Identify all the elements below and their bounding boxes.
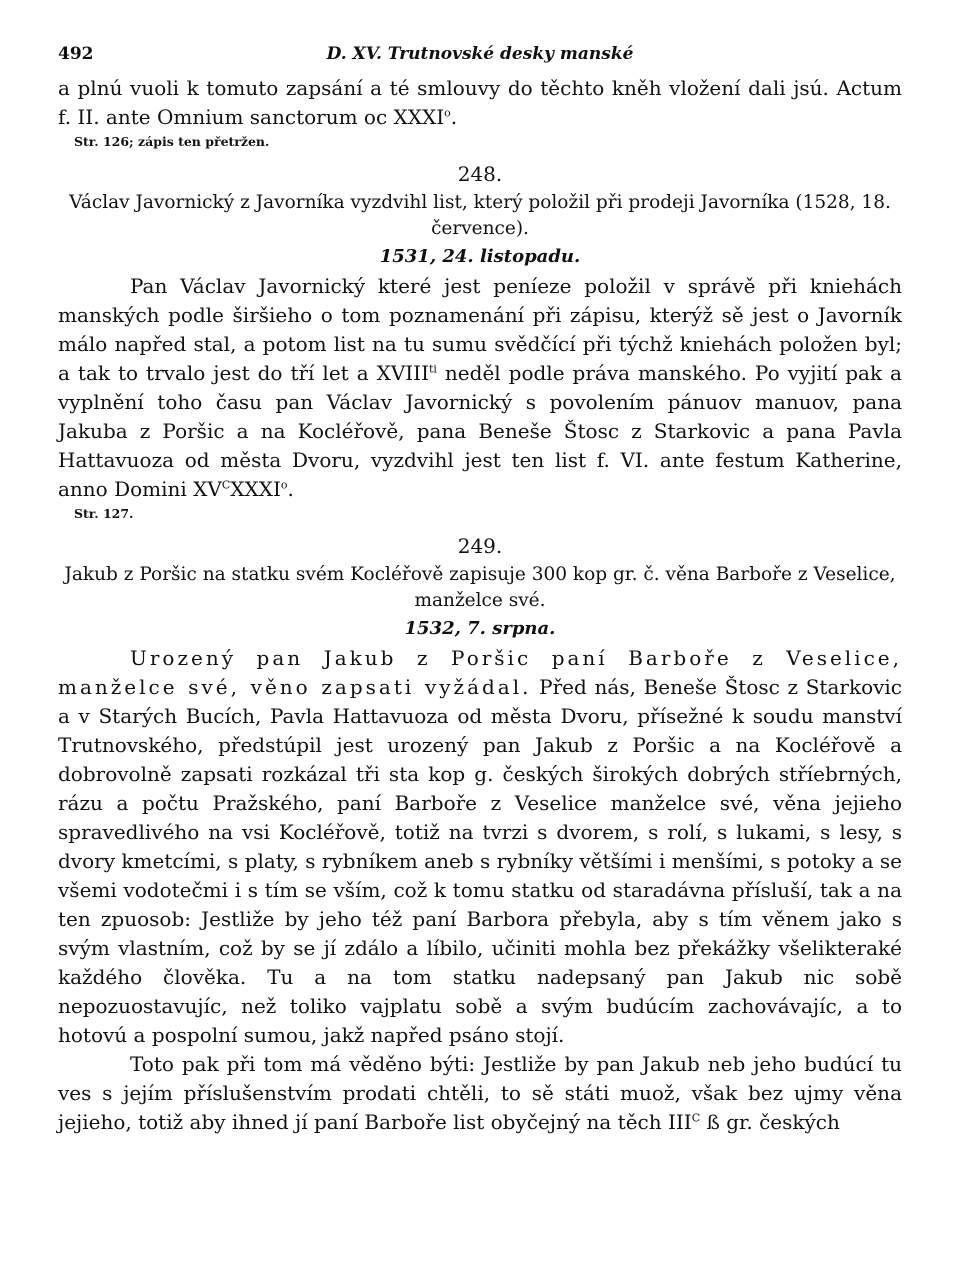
entry-248-date: 1531, 24. listopadu. bbox=[379, 246, 581, 267]
entry-249-spaced-incipit: Urozený pan Jakub z Poršic paní Barboře z Veselice, manželce své, věno zapsati vyžádal. bbox=[58, 646, 902, 699]
page-number: 492 bbox=[58, 44, 94, 64]
entry-248-note: Str. 127. bbox=[74, 506, 134, 521]
entry-249-number: 249. bbox=[457, 534, 503, 558]
entry-247-text: a plnú vuoli k tomuto zapsání a té smlouvy do těchto kněh vložení dali jsú. Actum f. II. ante Omnium sanctorum oc XXXI$^o$. bbox=[58, 76, 902, 129]
entry-248-regest: Václav Javornický z Javorníka vyzdvihl list, který položil při prodeji Javorníka (1528, 18. července). bbox=[69, 192, 891, 239]
entry-249-paragraph-1: Urozený pan Jakub z Poršic paní Barboře z Veselice, manželce své, věno zapsati vyžádal. Před nás, Beneše Štosc z Starkovic a v Starých Bucích, Pavla Hattavuoza od města Dvoru, přísežné k soudu manství Trutnovského, předstúpil jest urozený pan Jakub z Poršic a na Kocléřově a dobrovolně zapsati rozkázal tři sta kop g. českých širokých dobrých stříebrných, rázu a počtu Pražského, paní Barboře z Veselice manželce své, věna jejieho spravedlivého na vsi Kocléřově, totiž na tvrzi s dvorem, s rolí, s lukami, s lesy, s dvory kmetcími, s platy, s rybníkem aneb s rybníky většími i menšími, s potoky a se všemi vodotečmi i s tím se vším, což k tomu statku od staradávna přísluší, tak a na ten zpuosob: Jestliže by jeho též paní Barbora přebyla, aby s tím věnem jako s svým vlastním, což by se jí zdálo a líbilo, učiniti mohla bez překážky všelikteraké každého člověka. Tu a na tom statku nadepsaný pan Jakub nic sobě nepozuostavujíc, než toliko vajplatu sobě a svým budúcím zachovávajíc, a to hotovú a pospolní sumou, jakž napřed psáno stojí. bbox=[58, 646, 903, 1047]
entry-249-regest: Jakub z Poršic na statku svém Kocléřově zapisuje 300 kop gr. č. věna Barboře z Veselice, manželce své. bbox=[64, 564, 896, 611]
running-title: D. XV. Trutnovské desky manské bbox=[326, 44, 634, 64]
entry-247-note: Str. 126; zápis ten přetržen. bbox=[74, 134, 270, 149]
entry-249-date: 1532, 7. srpna. bbox=[404, 618, 556, 639]
entry-249-paragraph-2: Toto pak při tom má věděno býti: Jestliže by pan Jakub neb jeho budúcí tu ves s jejím příslušenstvím prodati chtěli, to sě státi muož, však bez ujmy věna jejieho, totiž aby ihned jí paní Barboře list obyčejný na těch $III^C$ ß gr. českých bbox=[58, 1052, 902, 1134]
entry-248-number: 248. bbox=[457, 162, 503, 186]
page-header bbox=[58, 44, 902, 74]
entry-248-text: Pan Václav Javornický které jest peníeze položil v správě při kniehách manských podle širšieho o tom poznamenání při zápisu, kterýž sě jest o Javorník málo napřed stal, a potom list na tu sumu svědčící při týchž kniehách položen byl; a tak to trvalo jest do tří let a $XVIII^{ti}$ neděl podle práva manského. Po vyjití pak a vyplnění toho času pan Václav Javornický s povolením pánuov manuov, pana Jakuba z Poršic a na Kocléřově, pana Beneše Štosc z Starkovic a pana Pavla Hattavuoza od města Dvoru, vyzdvihl jest ten list f. VI. ante festum Katherine, anno Domini $XV^CXXXI^o$. bbox=[58, 274, 902, 501]
page bbox=[58, 44, 902, 1137]
